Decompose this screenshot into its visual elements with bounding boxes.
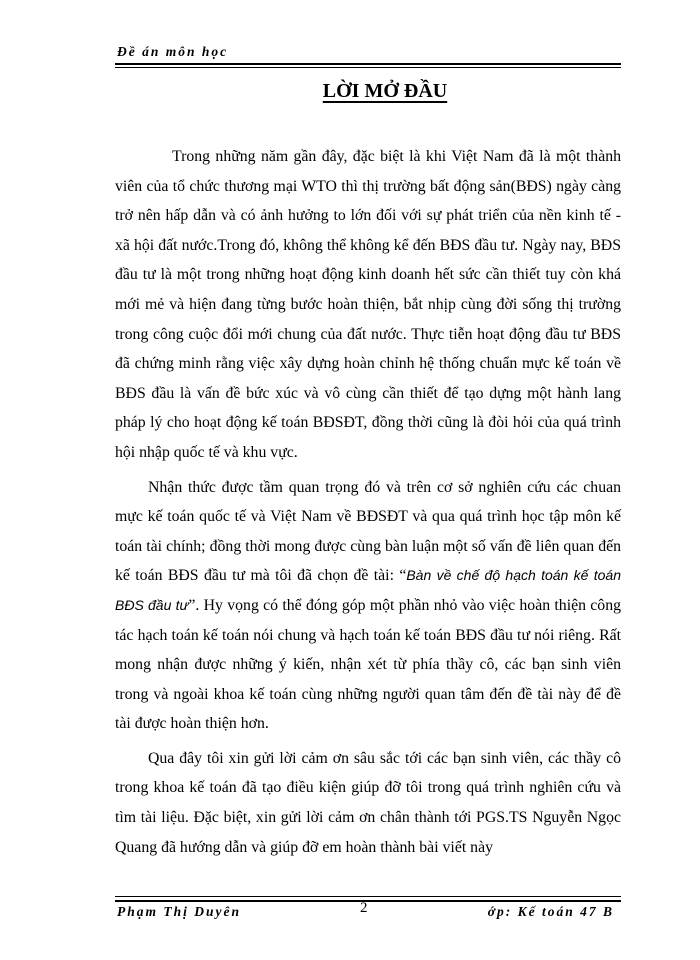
header-rule [115, 63, 621, 68]
paragraph-2-before: Nhận thức được tầm quan trọng đó và trên cơ sở nghiên cứu các chuan mực kế toán quốc tế và Việt Nam về BĐSĐT và qua quá trình học tập môn kế toán tài chính; đồng thời mong được cùng bàn luận một số vấn đề liên quan đến kế toán BĐS đầu tư mà tôi đã chọn đề tài: “ [115, 478, 621, 585]
page-title [0, 80, 700, 103]
header-text: Đề án môn học [117, 44, 229, 59]
page-number: 2 [360, 900, 368, 916]
footer-author: Phạm Thị Duyên [117, 904, 242, 919]
footer-rule [115, 896, 621, 902]
paragraph-1: Trong những năm gần đây, đặc biệt là khi Việt Nam đã là một thành viên của tổ chức thương mại WTO thì thị trường bất động sản(BĐS) ngày càng trở nên hấp dẫn và có ảnh hưởng to lớn đối với sự phát triển của nền kinh tế - xã hội đất nước.Trong đó, không thể không kể đến BĐS đầu tư. Ngày nay, BĐS đầu tư là một trong những hoạt động kinh doanh hết sức cần thiết tuy còn khá mới mẻ và hiện đang từng bước hoàn thiện, bắt nhịp cùng đời sống thị trường trong công cuộc đổi mới chung của đất nước. Thực tiễn hoạt động đầu tư BĐS đã chứng minh rằng việc xây dựng hoàn chỉnh hệ thống chuẩn mực kế toán về BĐS đầu là vấn đề bức xúc và vô cùng cần thiết để tạo dựng một hành lang pháp lý cho hoạt động kế toán BĐSĐT, đồng thời cũng là đòi hỏi của quá trình hội nhập quốc tế và khu vực. [115, 148, 621, 461]
body-text [115, 142, 621, 867]
paragraph-3: Qua đây tôi xin gửi lời cảm ơn sâu sắc tới các bạn sinh viên, các thầy cô trong khoa kế toán đã tạo điều kiện giúp đỡ tôi trong quá trình nghiên cứu và tìm tài liệu. Đặc biệt, xin gửi lời cảm ơn chân thành tới PGS.TS Nguyễn Ngọc Quang đã hướng dẫn và giúp đỡ em hoàn thành bài viết này [115, 749, 621, 856]
footer-class: ớp: Kế toán 47 B [487, 904, 614, 919]
paragraph-2-after: ”. Hy vọng có thể đóng góp một phần nhỏ vào việc hoàn thiện công tác hạch toán kế toán nói chung và hạch toán kế toán BĐS đầu tư nói riêng. Rất mong nhận được những ý kiến, nhận xét từ phía thầy cô, các bạn sinh viên trong và ngoài khoa kế toán cùng những người quan tâm đến đề tài này để đề tài được hoàn thiện hơn. [115, 596, 621, 733]
title-text: LỜI MỞ ĐẦU [322, 80, 448, 102]
topic-title: Bàn về chế độ hạch toán kế toán BĐS đầu tư [115, 567, 621, 613]
paragraph-2 [115, 473, 621, 739]
